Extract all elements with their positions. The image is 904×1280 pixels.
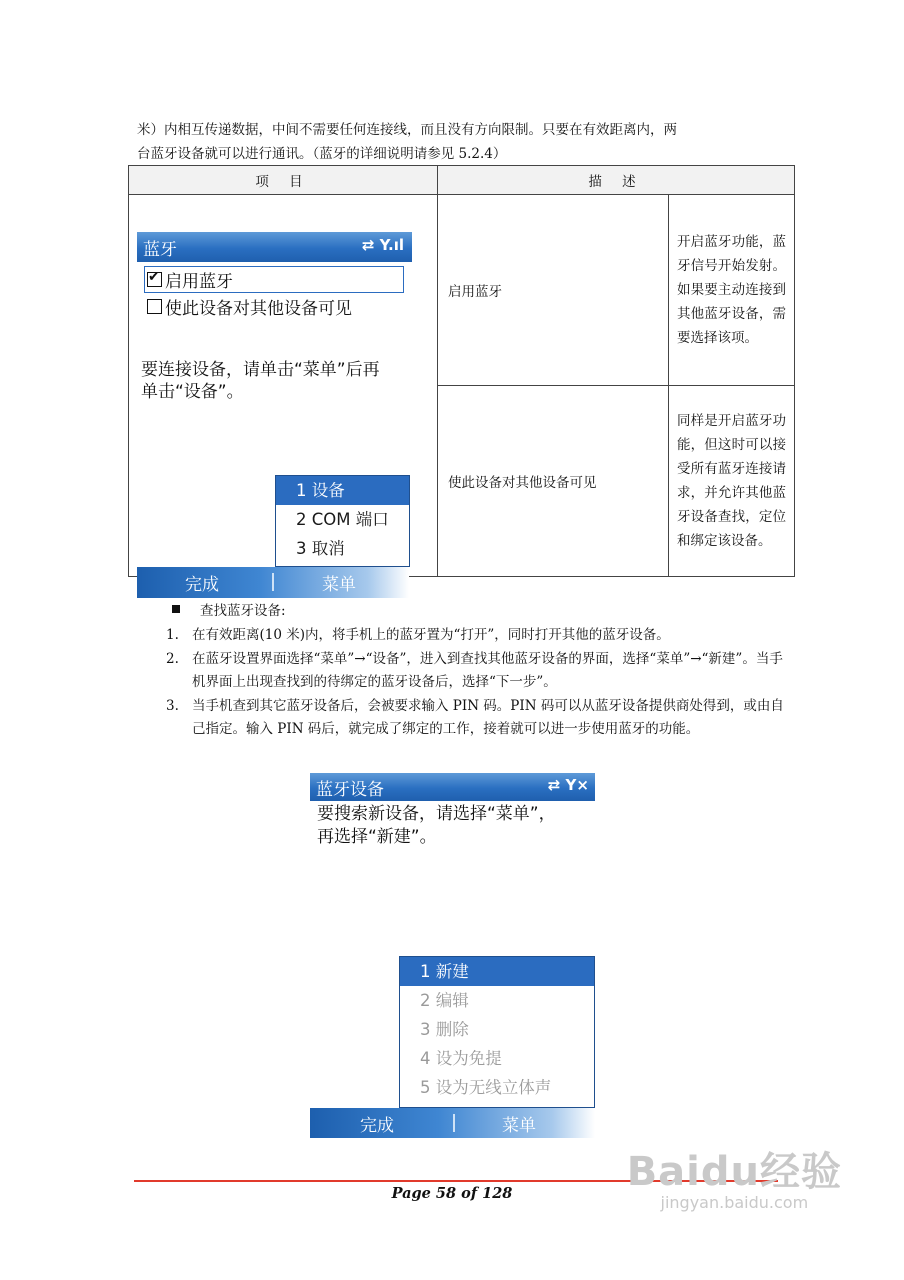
row1-desc: 开启蓝牙功能，蓝牙信号开始发射。如果要主动连接到其他蓝牙设备，需要选择该项。 xyxy=(669,195,795,386)
visible-option[interactable] xyxy=(147,294,352,319)
screen1-softkey-bar xyxy=(137,567,409,598)
menu-item-set-stereo: 5 设为无线立体声 xyxy=(420,1078,552,1097)
screen1-hint xyxy=(141,359,380,403)
screen1-title: 蓝牙 xyxy=(143,240,177,260)
screen1-menu xyxy=(275,475,410,567)
softkey-divider xyxy=(453,1114,455,1132)
step-number: 3. xyxy=(166,697,179,714)
watermark-url: jingyan.baidu.com xyxy=(660,1193,809,1212)
intro-line-2: 台蓝牙设备就可以进行通讯。（蓝牙的详细说明请参见 5.2.4） xyxy=(137,146,507,162)
done-softkey[interactable]: 完成 xyxy=(185,575,219,595)
menu-item-new[interactable]: 1 新建 xyxy=(400,957,594,986)
screen2-hint-line2: 再选择“新建”。 xyxy=(317,827,437,847)
screen2-softkey-bar xyxy=(310,1108,595,1138)
step-number: 2. xyxy=(166,650,179,667)
row2-item: 使此设备对其他设备可见 xyxy=(438,386,669,577)
softkey-divider xyxy=(272,573,274,591)
step-text: 在有效距离(10 米)内，将手机上的蓝牙置为“打开”，同时打开其他的蓝牙设备。 xyxy=(192,627,670,643)
header-item: 项 目 xyxy=(129,166,438,195)
screen2-hint xyxy=(317,803,556,849)
step-item xyxy=(166,695,786,742)
unchecked-checkbox-icon[interactable] xyxy=(147,299,162,314)
screen1-hint-line1: 要连接设备，请单击“菜单”后再 xyxy=(141,360,380,380)
signal-icon: ⇄ Y.ıl xyxy=(361,236,404,254)
steps-list xyxy=(166,624,786,742)
baidu-watermark xyxy=(627,1140,842,1212)
watermark-logo: Baidu经验 xyxy=(626,1149,842,1195)
bullet-square-icon xyxy=(172,605,180,613)
screen2-menu xyxy=(399,956,595,1108)
bluetooth-spec-table xyxy=(128,165,795,595)
header-desc: 描 述 xyxy=(438,166,795,195)
page-number: Page 58 of 128 xyxy=(391,1185,513,1202)
step-item xyxy=(166,648,786,695)
menu-item-edit: 2 编辑 xyxy=(420,991,469,1010)
checked-checkbox-icon[interactable] xyxy=(147,272,162,287)
intro-line-1: 米）内相互传递数据，中间不需要任何连接线，而且没有方向限制。只要在有效距离内，两 xyxy=(137,122,677,138)
bullet-heading: 查找蓝牙设备: xyxy=(200,603,286,619)
step-number: 1. xyxy=(166,627,179,643)
step-text: 当手机查到其它蓝牙设备后，会被要求输入 PIN 码。PIN 码可以从蓝牙设备提供商处得到，或由自己指定。输入 PIN 码后，就完成了绑定的工作，接着就可以进一步使用蓝牙的功能。 xyxy=(192,697,784,737)
enable-bluetooth-label: 启用蓝牙 xyxy=(165,272,233,292)
enable-bluetooth-option[interactable] xyxy=(144,266,404,293)
no-signal-icon: ⇄ Y× xyxy=(547,776,589,794)
screen2-titlebar xyxy=(310,773,595,801)
screen1-titlebar xyxy=(137,232,412,262)
menu-softkey[interactable]: 菜单 xyxy=(502,1116,536,1136)
menu-item-com-port[interactable]: 2 COM 端口 xyxy=(296,510,389,529)
screen2-title: 蓝牙设备 xyxy=(316,780,384,800)
done-softkey[interactable]: 完成 xyxy=(360,1116,394,1136)
screen2-hint-line1: 要搜索新设备，请选择“菜单”， xyxy=(317,804,556,824)
visible-option-label: 使此设备对其他设备可见 xyxy=(165,299,352,319)
step-item xyxy=(166,624,786,648)
bluetooth-screen-cell xyxy=(129,195,438,595)
row2-desc: 同样是开启蓝牙功能，但这时可以接受所有蓝牙连接请求，并允许其他蓝牙设备查找，定位和绑定该设备。 xyxy=(669,386,795,577)
menu-item-delete: 3 删除 xyxy=(420,1020,469,1039)
intro-paragraph xyxy=(137,118,777,166)
menu-item-cancel[interactable]: 3 取消 xyxy=(296,539,345,558)
row1-item: 启用蓝牙 xyxy=(438,195,669,386)
menu-item-set-handsfree: 4 设为免提 xyxy=(420,1049,502,1068)
menu-softkey[interactable]: 菜单 xyxy=(322,575,356,595)
menu-item-devices[interactable]: 1 设备 xyxy=(276,476,409,505)
step-text: 在蓝牙设置界面选择“菜单”→“设备”，进入到查找其他蓝牙设备的界面，选择“菜单”→“新建”。当手机界面上出现查找到的待绑定的蓝牙设备后，选择“下一步”。 xyxy=(192,650,783,690)
screen1-hint-line2: 单击“设备”。 xyxy=(141,382,244,402)
